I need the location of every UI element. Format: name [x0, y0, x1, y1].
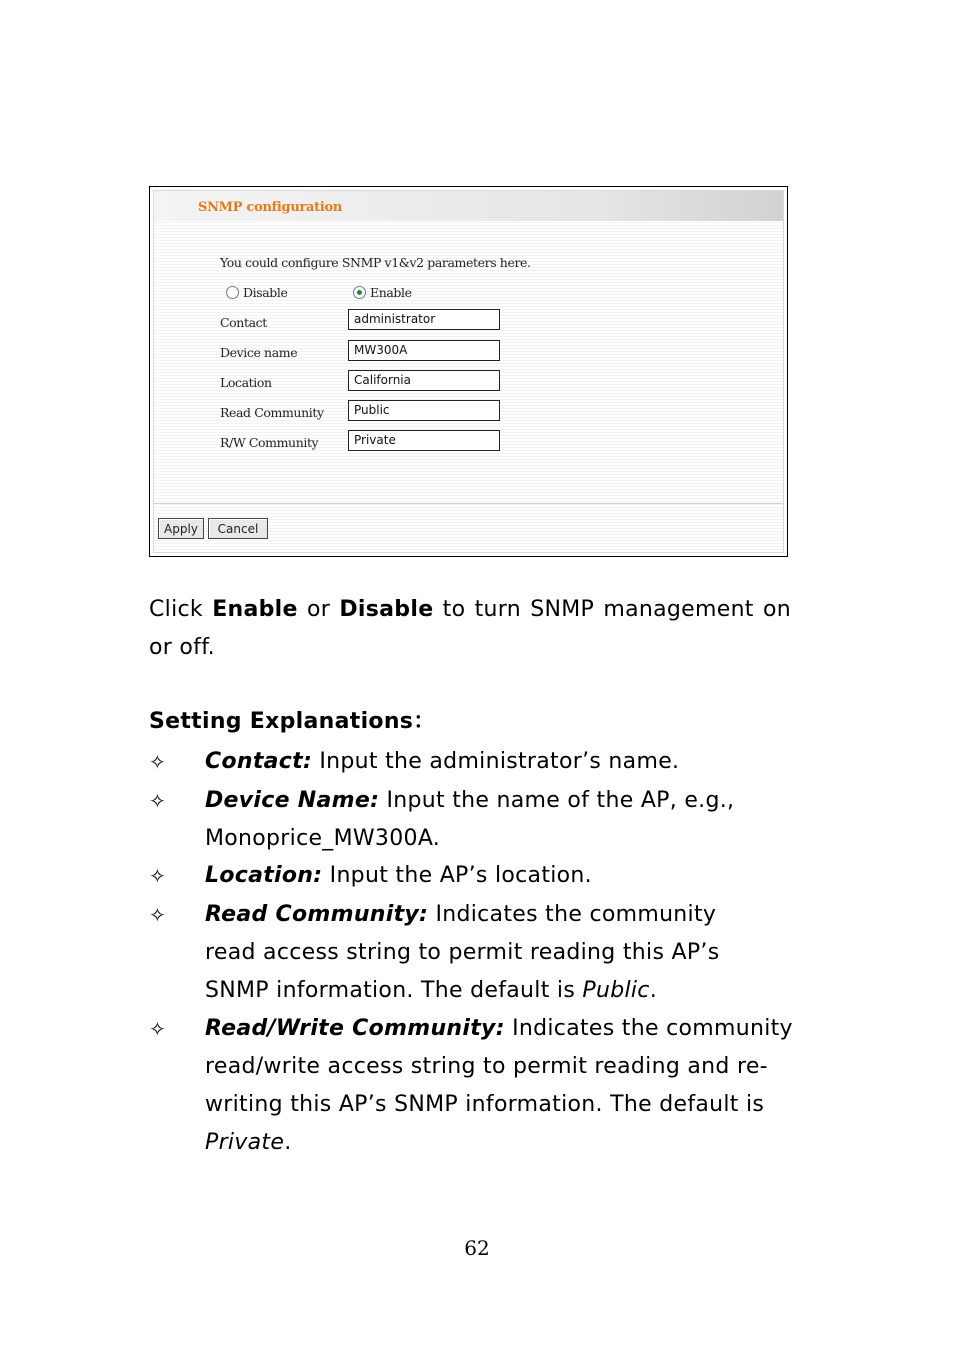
explanation-text: . — [649, 978, 657, 1003]
bullet-star-icon: ✧ — [149, 789, 167, 813]
read-community-input[interactable]: Public — [348, 400, 500, 421]
intro-paragraph — [149, 591, 791, 667]
explanation-term: Read/Write Community: — [205, 1016, 505, 1041]
cancel-button[interactable]: Cancel — [208, 518, 268, 539]
read-community-label: Read Community — [220, 405, 324, 420]
explanation-text: Indicates the community read access string to permit reading this AP’s SNMP information. The default is — [205, 902, 720, 1003]
explanation-text: Input the AP’s location. — [322, 863, 592, 888]
bullet-star-icon: ✧ — [149, 750, 167, 774]
intro-text: or — [297, 597, 340, 622]
radio-enable-circle[interactable] — [353, 286, 366, 299]
intro-enable-term: Enable — [212, 597, 298, 622]
explanation-text: Input the name of the AP, e.g., Monoprice_MW300A. — [205, 788, 735, 851]
section-heading: Setting Explanations： — [149, 709, 436, 734]
radio-disable[interactable] — [226, 285, 287, 300]
explanation-default: Private — [205, 1130, 285, 1155]
intro-text: Click — [149, 597, 213, 622]
page-number: 62 — [464, 1236, 490, 1260]
explanation-term: Device Name: — [205, 788, 380, 813]
explanation-term: Read Community: — [205, 902, 429, 927]
location-label: Location — [220, 375, 272, 390]
device-name-input[interactable]: MW300A — [348, 340, 500, 361]
intro-disable-term: Disable — [339, 597, 434, 622]
rw-community-label: R/W Community — [220, 435, 319, 450]
radio-disable-circle[interactable] — [226, 286, 239, 299]
panel-header — [154, 191, 783, 221]
contact-input[interactable]: administrator — [348, 309, 500, 330]
explanation-default: Public — [582, 978, 650, 1003]
explanation-text: Indicates the community read/write access string to permit reading and re-writing this AP’s SNMP information. The default is — [205, 1016, 793, 1117]
contact-label: Contact — [220, 315, 267, 330]
explanation-term: Location: — [205, 863, 323, 888]
bullet-star-icon: ✧ — [149, 1017, 167, 1041]
device-name-label: Device name — [220, 345, 298, 360]
bullet-star-icon: ✧ — [149, 903, 167, 927]
bullet-star-icon: ✧ — [149, 864, 167, 888]
explanation-text: . — [284, 1130, 292, 1155]
explanation-term: Contact: — [205, 749, 313, 774]
snmp-config-screenshot — [149, 186, 788, 557]
footer-divider — [154, 503, 783, 504]
radio-enable-label: Enable — [370, 285, 412, 300]
radio-enable[interactable] — [353, 285, 412, 300]
panel-description: You could configure SNMP v1&v2 parameters here. — [220, 255, 531, 270]
radio-disable-label: Disable — [243, 285, 288, 300]
location-input[interactable]: California — [348, 370, 500, 391]
panel-title: SNMP configuration — [198, 200, 343, 215]
rw-community-input[interactable]: Private — [348, 430, 500, 451]
snmp-config-form — [153, 190, 784, 553]
apply-button[interactable]: Apply — [158, 518, 204, 539]
intro-text: to turn SNMP management on or off. — [149, 597, 791, 660]
explanation-text: Input the administrator’s name. — [312, 749, 680, 774]
